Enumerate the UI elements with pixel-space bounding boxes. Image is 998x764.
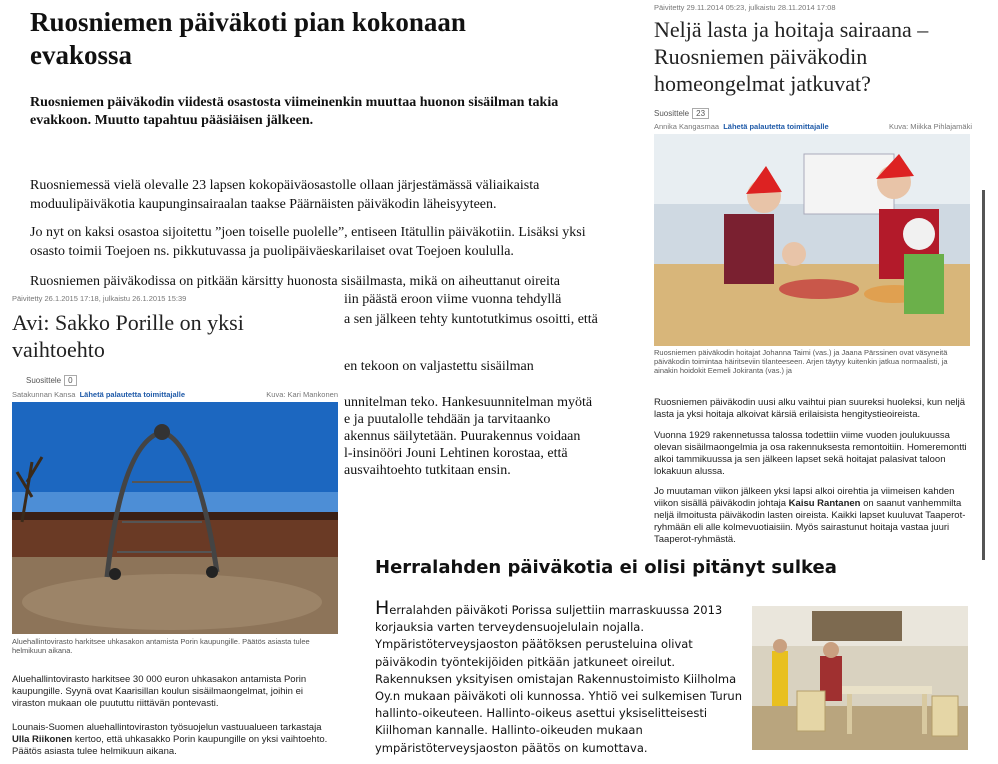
article4-line: korjauksia varten terveydensuojelulain nojalla. [375,620,644,635]
article2-meta: Päivitetty 26.1.2015 17:18, julkaistu 26.1.2015 15:39 [12,294,187,303]
article4-photo [752,606,968,750]
article2-recommend[interactable] [26,375,77,386]
article2-paragraph: Aluehallintovirasto harkitsee 30 000 euron uhkasakon antamista Porin kaupungille. Syynä ovat Kaarisillan koulun sisäilmaongelmat, joihin ei viraston mukaan ole puututtu riittävän pontevasti. [12,674,307,709]
article1-fragment: ausvaihtoehto tutkitaan ensin. [344,463,511,478]
photo-credit: Kuva: Miikka Pihlajamäki [889,122,972,131]
article1-lead: Ruosniemen päiväkodin viidestä osastosta viimeinenkin muuttaa huonon sisäilman takia evakkoon. Muutto tapahtuu pääsiäisen jälkeen. [30,95,559,128]
article3-meta: Päivitetty 29.11.2014 05:23, julkaistu 28.11.2014 17:08 [654,3,836,12]
article1-fragment: e ja puutalolle tehdään ja tarvitaanko [344,412,551,427]
article3-photo [654,134,970,346]
article1-fragment: en tekoon on valjastettu sisäilman [344,359,534,374]
article2-source: Satakunnan Kansa [12,390,76,399]
article3-title: Neljä lasta ja hoitaja sairaana – Ruosniemen päiväkodin homeongelmat jatkuvat? [654,17,929,96]
article3-paragraph: Ruosniemen päiväkodin uusi alku vaihtui pian suureksi huoleksi, kun neljä lasta ja yksi hoitaja alkoivat kärsiä erilaisista hengitystieoireista. [654,397,966,420]
article2-title: Avi: Sakko Porille on yksi vaihtoehto [12,310,244,362]
feedback-link[interactable]: Lähetä palautetta toimittajalle [79,390,186,399]
person-name: Ulla Riikonen [12,734,73,745]
person-name: Kaisu Rantanen [788,498,861,509]
article4-line: Kiilhoman kannalle. Hallinto-oikeuden mukaan [375,723,643,738]
recommend-label: Suosittele [26,376,62,385]
recommend-count: 0 [64,375,76,386]
article4-line: ympäristöterveysjaoston päätös on kumottava. [375,740,648,755]
article4-line: Herralahden päiväkoti Porissa suljettiin marraskuussa 2013 [375,597,723,619]
article3-byline [654,122,972,131]
article3-author: Annika Kangasmaa [654,122,720,131]
article1-fragment: a sen jälkeen tehty kuntotutkimus osoitti, että [344,312,598,327]
article1-fragment: unnitelman teko. Hankesuunnitelman myötä [344,395,593,410]
article2-photo [12,402,338,634]
feedback-link[interactable]: Lähetä palautetta toimittajalle [723,122,829,131]
article4-line: hallinto-oikeuteen. Hallinto-oikeus asettui yksiselitteisesti [375,706,708,721]
dropcap: H [375,597,390,619]
photo-credit: Kuva: Kari Mankonen [266,390,338,399]
article4-title: Herralahden päiväkotia ei olisi pitänyt sulkea [375,557,837,578]
article2-byline [12,390,338,399]
article2-caption: Aluehallintovirasto harkitsee uhkasakon antamista Porin kaupungille. Päätös asiasta tulee helmikuun aikana. [12,637,310,655]
article3-recommend[interactable] [654,108,709,119]
article4-line: Oy.n mukaan päiväkoti oli kunnossa. Yhtiö vei sulkemisen Turun [375,689,742,704]
article2-paragraph: Lounais-Suomen aluehallintoviraston työsuojelun vastuualueen tarkastaja Ulla Riikonen kertoo, että uhkasakko Porin kaupungille on yksi vaihtoehto. Päätös asiasta tulee helmikuun aikana. [12,722,328,757]
article3-paragraph: Jo muutaman viikon jälkeen yksi lapsi alkoi oirehtia ja viimeisen kahden viikon sisällä päiväkodin johtaja Kaisu Rantanen on saanut vanhemmilta neljä ilmoitusta päiväkodin lasten oireista. Kaikki lapset kuuluvat Taaperot-ryhmään eli alle kolmevuotiaisiin. Myös sairastunut hoitaja vastaa juuri Taaperot-ryhmästä. [654,486,966,545]
article1-paragraph: Ruosniemessä vielä olevalle 23 lapsen kokopäiväosastolle ollaan järjestämässä väliaikaista moduulipäiväkotia kaupunginsairaalan taakse Päärnäisten päiväkodin läheisyyteen. [30,178,540,212]
recommend-count: 23 [692,108,709,119]
page-edge [982,190,985,560]
article1-fragment: iin päästä eroon viime vuonna tehdyllä [344,292,562,307]
article1-paragraph: Jo nyt on kaksi osastoa sijoitettu ”joen toiselle puolelle”, entiseen Itätullin päiväkotiin. Lisäksi yksi osasto toimii Toejoen ns. pikkutuvassa ja puolipäiväeskarilaiset ovat Toejoen koululla. [30,225,586,259]
article3-caption: Ruosniemen päiväkodin hoitajat Johanna Taimi (vas.) ja Jaana Pärssinen ovat väsyneitä päiväkodin toimintaa häiritseviin tilanteeseen. Arjen täytyy kuitenkin jatkua normaalisti, ja ainakin hoidokit Eemeli Jokiranta (vas.) ja [654,348,948,375]
article4-body [375,597,755,757]
article1-fragment: l-insinööri Jouni Lehtinen korostaa, että [344,446,568,461]
article1-fragment: akennus säilytetään. Puurakennus voidaan [344,429,581,444]
article1-title: Ruosniemen päiväkoti pian kokonaan evakossa [30,7,466,70]
article3-paragraph: Vuonna 1929 rakennetussa talossa todettiin viime vuoden joulukuussa olevan sisäilmaongelmia ja osa rakennuksesta remontoitiin. Homeremontti alkoi tammikuussa ja sen jälkeen lapset sekä hoitajat palasivat taloon lokakuun alussa. [654,430,967,477]
article4-line: Ympäristöterveysjaoston päätöksen perusteluina olivat [375,637,693,652]
recommend-label: Suosittele [654,109,690,118]
article4-line: Rakennuksen yksityisen omistajan Rakennustoimisto Kiilholma [375,671,737,686]
article1-paragraph: Ruosniemen päiväkodissa on pitkään kärsitty huonosta sisäilmasta, mikä on aiheuttanut oireita [30,274,560,289]
article4-line: päiväkodin työntekijöiden pitkään jatkuneet oireilut. [375,654,676,669]
